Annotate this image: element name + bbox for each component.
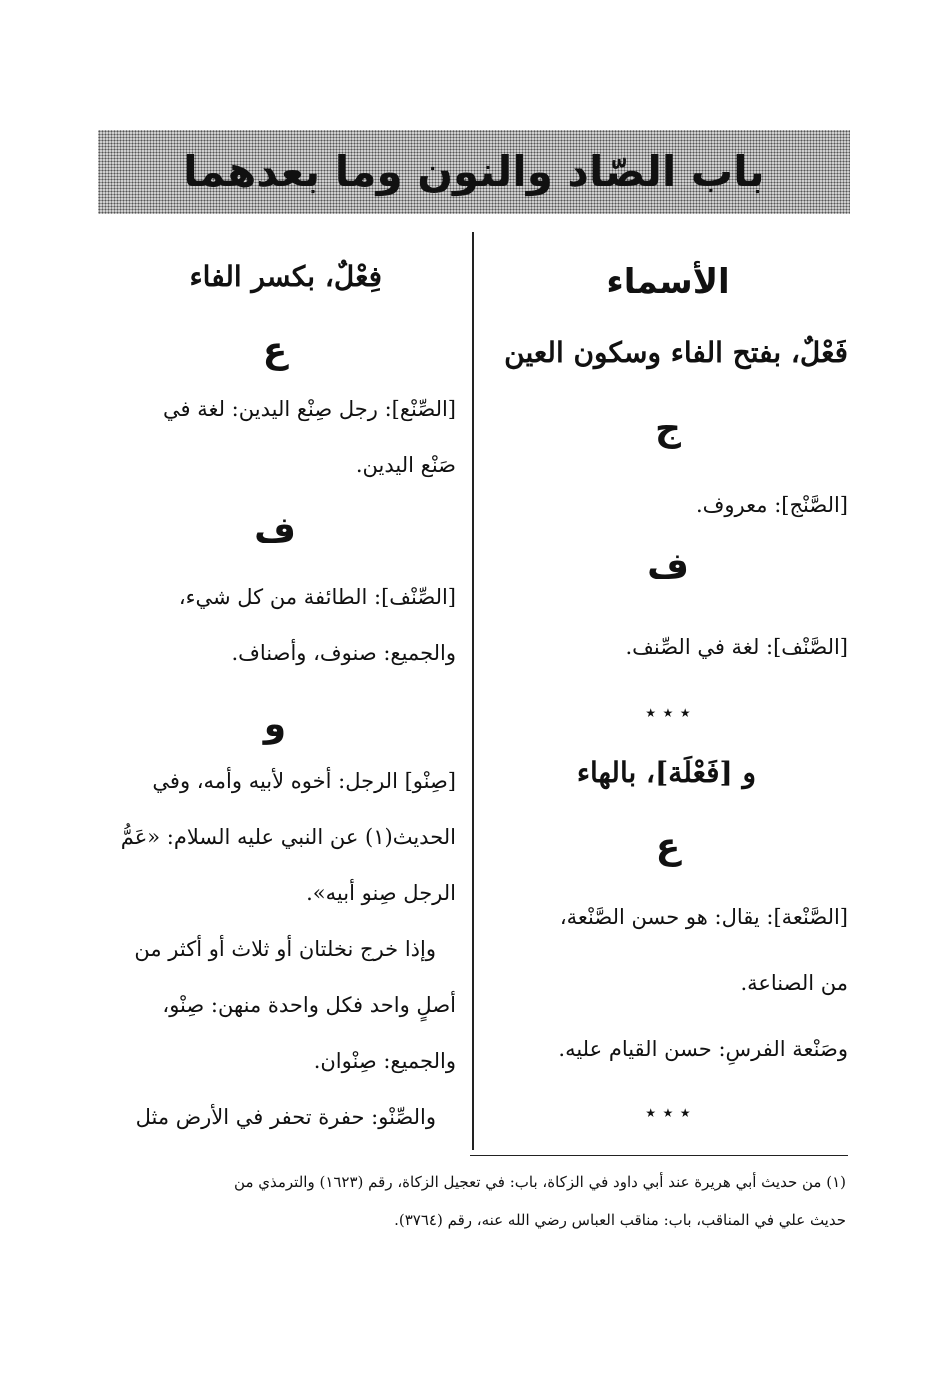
- entry-sinw-line2: الحديث(١) عن النبي عليه السلام: «عَمُّ: [120, 825, 456, 849]
- entry-hufra: والصِّنْو: حفرة تحفر في الأرض مثل: [135, 1105, 436, 1129]
- pattern-heading-fala: و [فَعْلَة]، بالهاء: [576, 756, 756, 789]
- entry-sina-line1: [الصِّنْع]: رجل صِنْع اليدين: لغة في: [163, 397, 456, 421]
- entry-sanf: [الصَّنْف]: لغة في الصِّنف.: [625, 635, 848, 659]
- entry-sana-line2: من الصناعة.: [740, 971, 848, 995]
- footnote: [90, 1163, 846, 1239]
- entry-sinw-line3: الرجل صِنو أبيه».: [306, 881, 456, 905]
- letter-heading-ain: ع: [262, 330, 288, 371]
- entry-sana-line1: [الصَّنْعة]: يقال: هو حسن الصَّنْعة،: [559, 905, 848, 929]
- chapter-banner: [98, 130, 850, 214]
- footnote-line1: (١) من حديث أبي هريرة عند أبي داود في الزكاة، باب: في تعجيل الزكاة، رقم (١٦٢٣) والترمذي من: [234, 1173, 846, 1191]
- column-divider: [472, 232, 474, 1150]
- letter-heading-waw: و: [263, 704, 287, 745]
- footnote-line2: حديث علي في المناقب، باب: مناقب العباس رضي الله عنه، رقم (٣٧٦٤).: [394, 1211, 846, 1229]
- entry-nakhl-line1: وإذا خرج نخلتان أو ثلاث أو أكثر من: [134, 937, 436, 961]
- letter-heading-fa: ف: [647, 546, 689, 587]
- letter-heading-jeem: ج: [655, 408, 681, 449]
- entry-sana-line3: وصَنْعة الفرسِ: حسن القيام عليه.: [558, 1037, 848, 1061]
- section-title: الأسماء: [606, 262, 730, 302]
- footnote-rule: [470, 1155, 848, 1156]
- letter-heading-ain: ع: [655, 826, 681, 867]
- entry-sinf-line1: [الصِّنْف]: الطائفة من كل شيء،: [178, 585, 456, 609]
- entry-nakhl-line2: أصلٍ واحد فكل واحدة منهن: صِنْو،: [162, 993, 456, 1017]
- entry-sinf-line2: والجميع: صنوف، وأصناف.: [231, 641, 456, 665]
- pattern-heading-fil: فِعْلٌ، بكسر الفاء: [189, 260, 382, 293]
- pattern-heading-fal: فَعْلٌ، بفتح الفاء وسكون العين: [504, 336, 848, 369]
- chapter-title: باب الصّاد والنون وما بعدهما: [183, 147, 765, 196]
- entry-sina-line2: صَنْع اليدين.: [355, 453, 456, 477]
- separator-stars: ٭ ٭ ٭: [645, 1100, 691, 1124]
- entry-sinw-line1: [صِنْو] الرجل: أخوه لأبيه وأمه، وفي: [152, 769, 456, 793]
- separator-stars: ٭ ٭ ٭: [645, 700, 691, 724]
- letter-heading-fa: ف: [254, 510, 296, 551]
- entry-sanj: [الصَّنْج]: معروف.: [695, 493, 848, 517]
- entry-nakhl-line3: والجميع: صِنْوان.: [313, 1049, 456, 1073]
